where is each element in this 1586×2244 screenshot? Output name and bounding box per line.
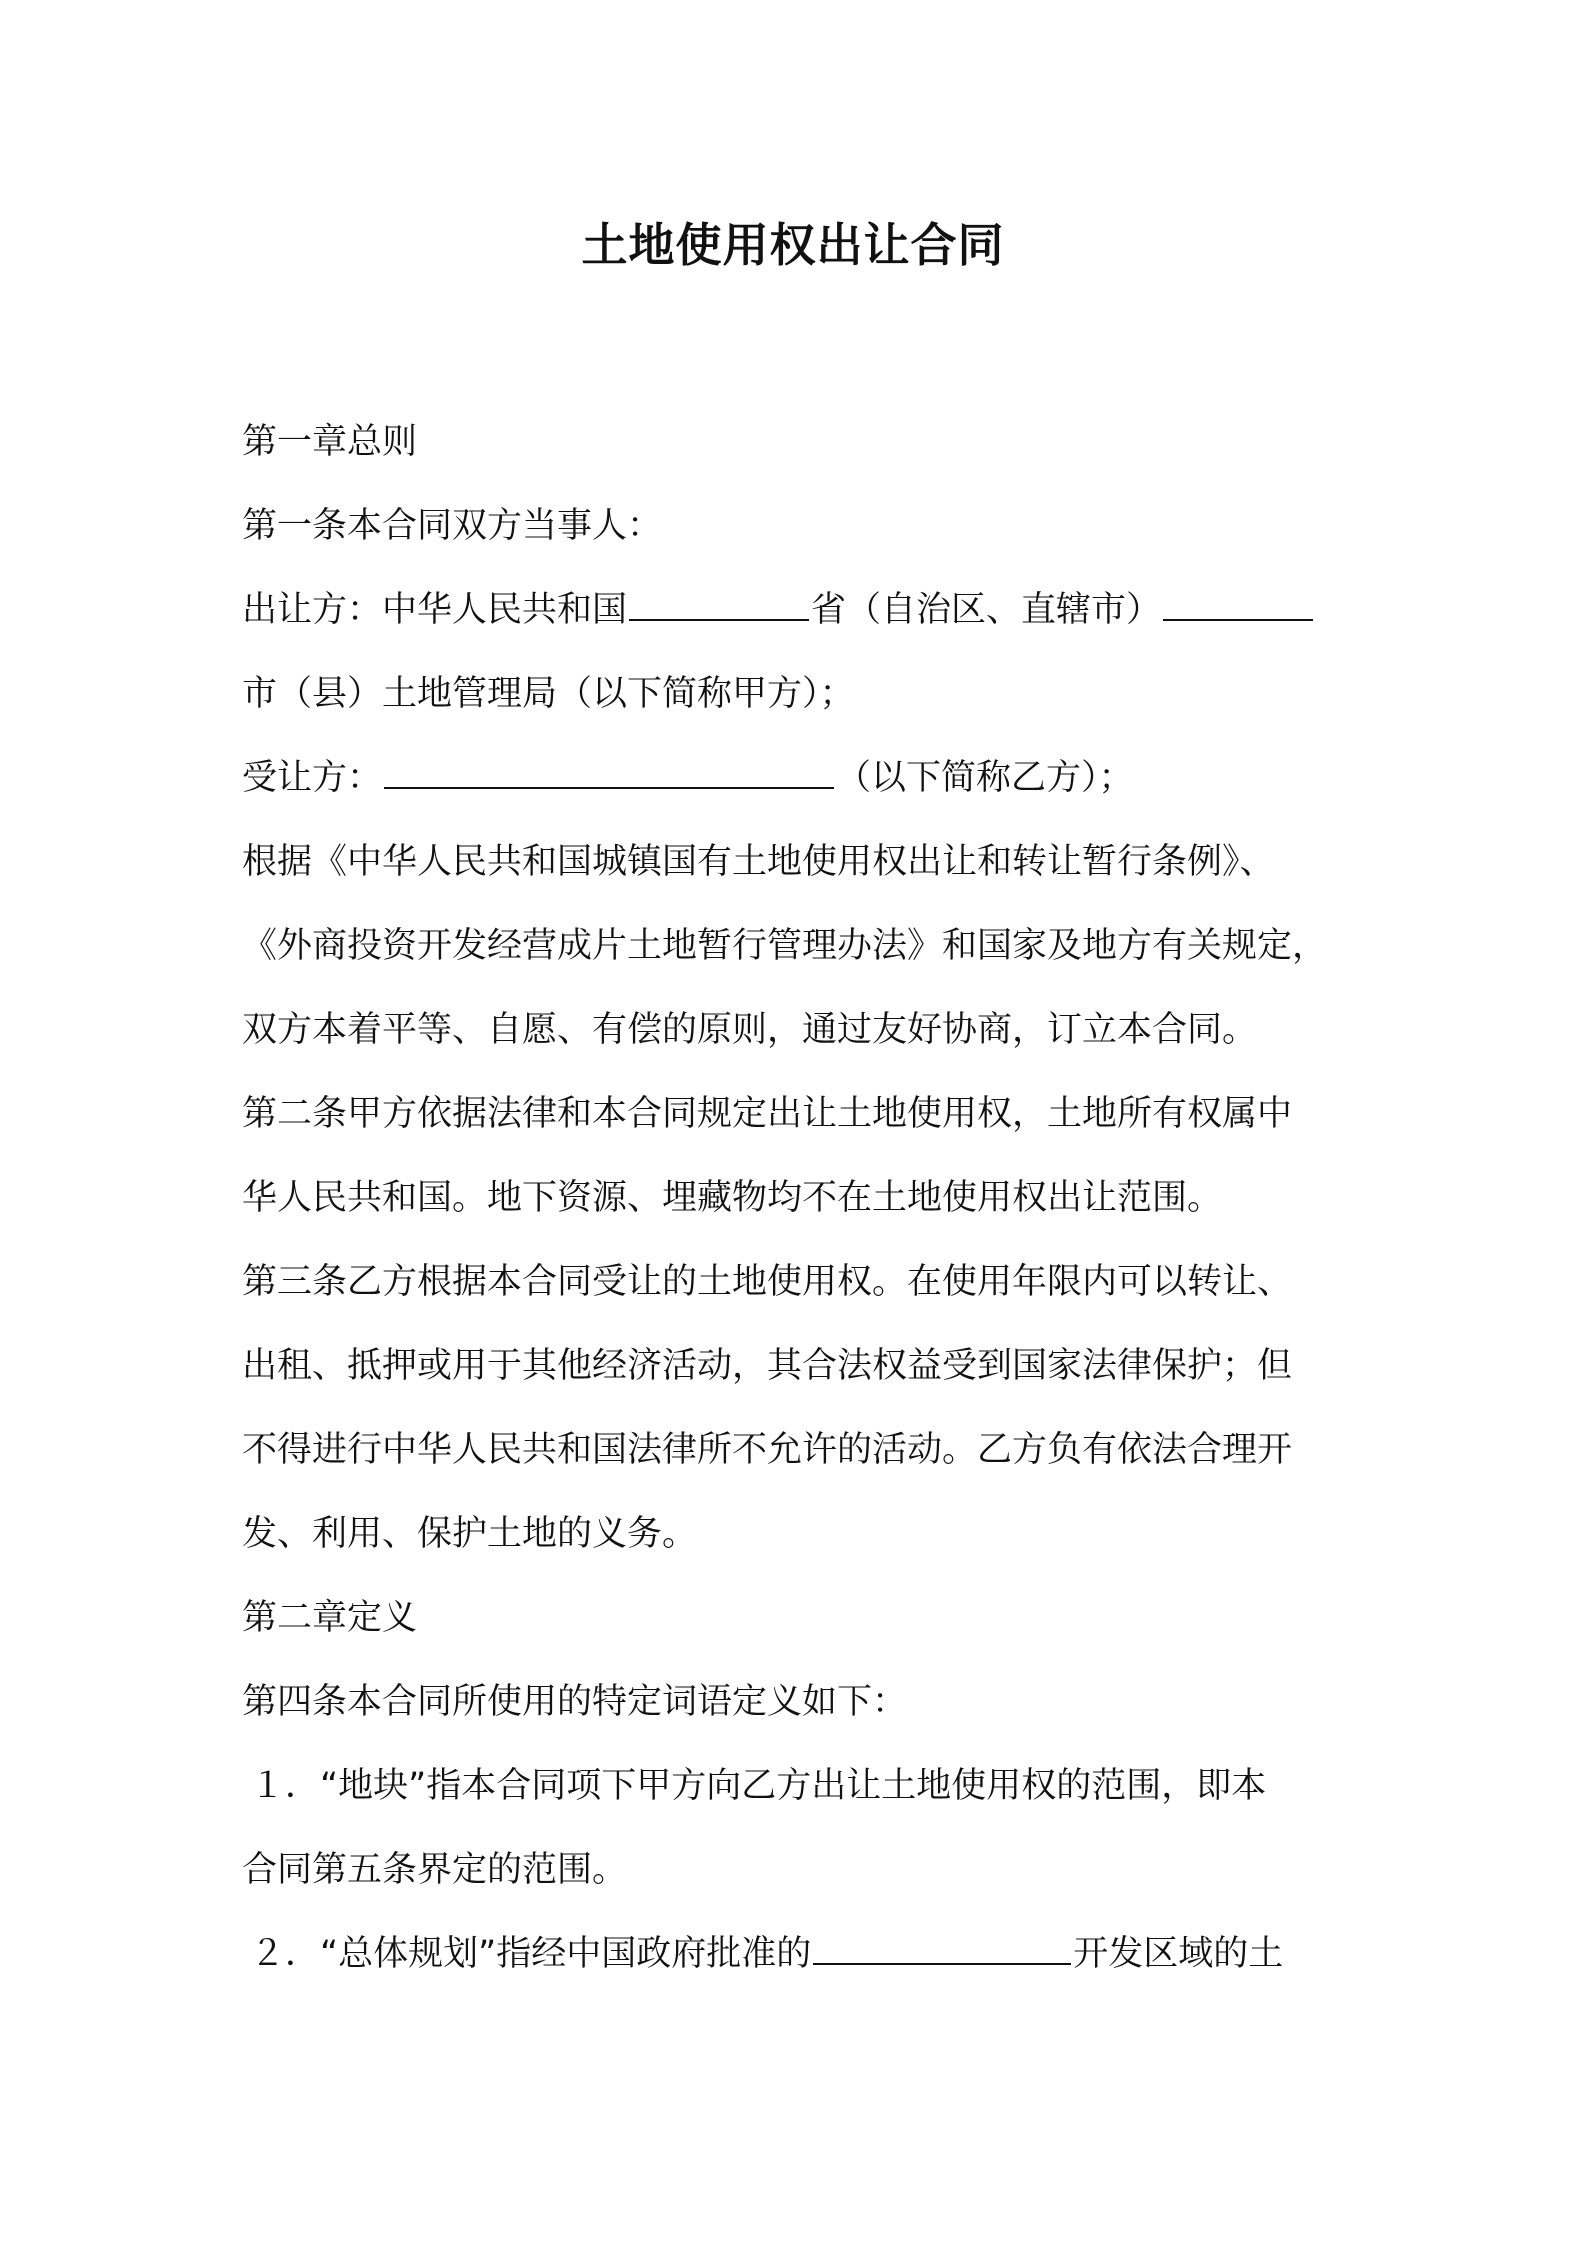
article-2-line: 第二条甲方依据法律和本合同规定出让土地使用权，土地所有权属中	[242, 1094, 1293, 1134]
paragraph-line: 出租、抵押或用于其他经济活动，其合法权益受到国家法律保护；但	[242, 1346, 1293, 1386]
grantee-blank	[384, 757, 834, 789]
grantor-label: 出让方：中华人民共和国	[242, 590, 628, 630]
chapter-1-heading: 第一章总则	[242, 422, 418, 462]
paragraph-line: 《外商投资开发经营成片土地暂行管理办法》和国家及地方有关规定，	[242, 926, 1328, 966]
definition-2-label: ２．“总体规划”指经中国政府批准的	[250, 1934, 812, 1974]
grantee-line	[242, 736, 1382, 820]
definition-2-line	[242, 1912, 1382, 1996]
grantee-label: 受让方：	[242, 758, 383, 798]
article-4-heading: 第四条本合同所使用的特定词语定义如下：	[242, 1682, 908, 1722]
definition-1-line: １．“地块”指本合同项下甲方向乙方出让土地使用权的范围，即本	[250, 1766, 1267, 1806]
grantee-suffix: （以下简称乙方）；	[836, 758, 1134, 798]
paragraph-line: 根据《中华人民共和国城镇国有土地使用权出让和转让暂行条例》、	[242, 842, 1275, 882]
article-3-line: 第三条乙方根据本合同受让的土地使用权。在使用年限内可以转让、	[242, 1262, 1293, 1302]
document-body	[242, 400, 1382, 1996]
paragraph-line: 不得进行中华人民共和国法律所不允许的活动。乙方负有依法合理开	[242, 1430, 1293, 1470]
paragraph-line: 合同第五条界定的范围。	[242, 1850, 628, 1890]
paragraph-line: 双方本着平等、自愿、有偿的原则，通过友好协商，订立本合同。	[242, 1010, 1258, 1050]
province-blank	[629, 589, 809, 621]
article-1-heading: 第一条本合同双方当事人：	[242, 506, 663, 546]
city-blank	[1163, 589, 1313, 621]
document-title: 土地使用权出让合同	[581, 218, 1005, 272]
paragraph-line: 发、利用、保护土地的义务。	[242, 1514, 698, 1554]
development-zone-blank	[813, 1933, 1071, 1965]
definition-2-suffix: 开发区域的土	[1073, 1934, 1284, 1974]
chapter-2-heading: 第二章定义	[242, 1598, 418, 1638]
grantor-line-2: 市（县）土地管理局（以下简称甲方）；	[242, 674, 855, 714]
grantor-line	[242, 568, 1382, 652]
paragraph-line: 华人民共和国。地下资源、埋藏物均不在土地使用权出让范围。	[242, 1178, 1223, 1218]
province-label: 省（自治区、直辖市）	[811, 590, 1162, 630]
